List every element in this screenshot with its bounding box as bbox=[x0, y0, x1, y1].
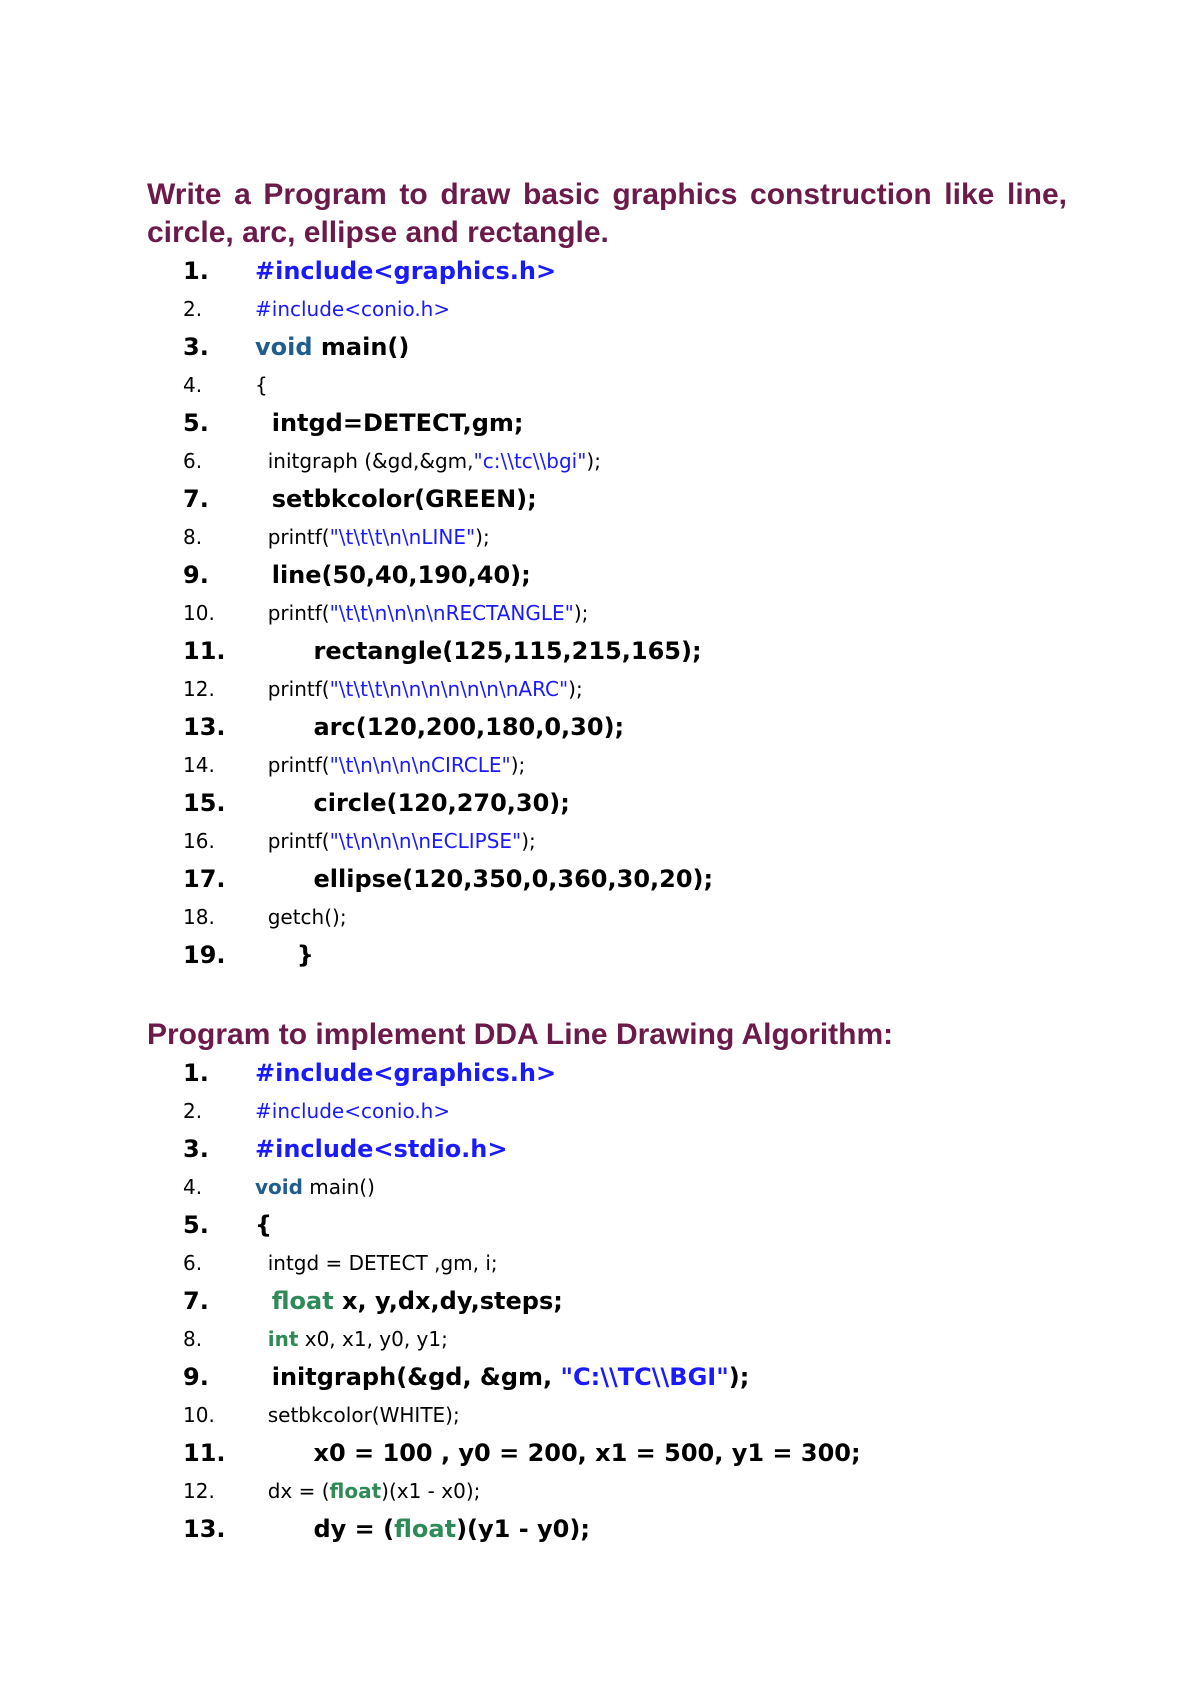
line-number: 13. bbox=[183, 713, 226, 741]
code-token: "c:\\tc\\bgi" bbox=[473, 449, 587, 473]
line-number: 10. bbox=[183, 1403, 215, 1427]
code-line bbox=[147, 632, 1067, 670]
line-number: 14. bbox=[183, 753, 215, 777]
line-number: 6. bbox=[183, 1251, 203, 1275]
code-text bbox=[255, 637, 702, 665]
code-line bbox=[147, 936, 1067, 974]
code-token: rectangle(125,115,215,165); bbox=[255, 637, 702, 665]
line-number: 15. bbox=[183, 789, 226, 817]
code-token: x0, x1, y0, y1; bbox=[298, 1327, 448, 1351]
line-number: 8. bbox=[183, 525, 203, 549]
code-text bbox=[255, 829, 536, 853]
line-number: 4. bbox=[183, 373, 203, 397]
code-line bbox=[147, 290, 1067, 328]
code-token: printf( bbox=[255, 525, 330, 549]
code-token: "\t\n\n\n\nECLIPSE" bbox=[329, 829, 522, 853]
code-token: ); bbox=[586, 449, 601, 473]
line-number: 2. bbox=[183, 297, 203, 321]
line-number: 5. bbox=[183, 1211, 209, 1239]
code-token: float bbox=[329, 1479, 382, 1503]
code-text bbox=[255, 485, 537, 513]
code-token: } bbox=[255, 941, 314, 969]
code-token: setbkcolor(GREEN); bbox=[255, 485, 537, 513]
code-text bbox=[255, 941, 314, 969]
code-token: ); bbox=[521, 829, 536, 853]
code-token: intgd=DETECT,gm; bbox=[255, 409, 524, 437]
code-token: arc(120,200,180,0,30); bbox=[255, 713, 625, 741]
code-token: circle(120,270,30); bbox=[255, 789, 570, 817]
code-line bbox=[147, 404, 1067, 442]
code-text bbox=[255, 1099, 450, 1123]
code-text bbox=[255, 753, 525, 777]
code-token: line(50,40,190,40); bbox=[255, 561, 531, 589]
code-text bbox=[255, 713, 624, 741]
code-token: float bbox=[271, 1287, 334, 1315]
code-token: "C:\\TC\\BGI" bbox=[560, 1363, 729, 1391]
section-2-title: Program to implement DDA Line Drawing Algorithm: bbox=[147, 1018, 894, 1051]
code-listing-2 bbox=[147, 1054, 1067, 1548]
code-text bbox=[255, 1251, 498, 1275]
code-text bbox=[255, 1059, 556, 1087]
code-token: x, y,dx,dy,steps; bbox=[333, 1287, 563, 1315]
code-text bbox=[255, 677, 583, 701]
code-token: ); bbox=[573, 601, 589, 625]
line-number: 19. bbox=[183, 941, 226, 969]
code-token: ellipse(120,350,0,360,30,20); bbox=[255, 865, 714, 893]
code-token: "\t\n\n\n\nCIRCLE" bbox=[329, 753, 511, 777]
code-line bbox=[147, 480, 1067, 518]
code-token: #include<stdio.h> bbox=[255, 1135, 508, 1163]
code-line bbox=[147, 1282, 1067, 1320]
line-number: 13. bbox=[183, 1515, 226, 1543]
code-text bbox=[255, 905, 347, 929]
code-token: ); bbox=[475, 525, 490, 549]
code-token: #include<conio.h> bbox=[255, 1099, 451, 1123]
code-token: )(y1 - y0); bbox=[456, 1515, 590, 1543]
code-token: { bbox=[255, 1211, 273, 1239]
code-text bbox=[255, 1211, 272, 1239]
code-line bbox=[147, 252, 1067, 290]
code-token: printf( bbox=[255, 677, 330, 701]
code-line bbox=[147, 1320, 1067, 1358]
code-line bbox=[147, 1054, 1067, 1092]
code-text bbox=[255, 1363, 749, 1391]
line-number: 12. bbox=[183, 1479, 215, 1503]
line-number: 1. bbox=[183, 257, 209, 285]
code-token bbox=[255, 1287, 272, 1315]
code-token: ); bbox=[728, 1363, 750, 1391]
document-page bbox=[147, 176, 1067, 1548]
code-line bbox=[147, 1130, 1067, 1168]
line-number: 18. bbox=[183, 905, 215, 929]
line-number: 9. bbox=[183, 1363, 209, 1391]
code-line bbox=[147, 518, 1067, 556]
code-text bbox=[255, 1135, 508, 1163]
line-number: 5. bbox=[183, 409, 209, 437]
code-line bbox=[147, 1510, 1067, 1548]
line-number: 7. bbox=[183, 1287, 209, 1315]
code-line bbox=[147, 1092, 1067, 1130]
line-number: 10. bbox=[183, 601, 215, 625]
code-text bbox=[255, 409, 524, 437]
code-line bbox=[147, 822, 1067, 860]
code-line bbox=[147, 860, 1067, 898]
line-number: 7. bbox=[183, 485, 209, 513]
code-token: "\t\t\t\n\nLINE" bbox=[329, 525, 476, 549]
code-token: x0 = 100 , y0 = 200, x1 = 500, y1 = 300; bbox=[255, 1439, 861, 1467]
code-token: setbkcolor(WHITE); bbox=[255, 1403, 460, 1427]
code-text bbox=[255, 1175, 375, 1199]
code-token: dy = ( bbox=[255, 1515, 395, 1543]
code-token: #include<graphics.h> bbox=[255, 257, 557, 285]
code-text bbox=[255, 333, 409, 361]
code-text bbox=[255, 449, 601, 473]
line-number: 2. bbox=[183, 1099, 203, 1123]
code-token: "\t\t\n\n\n\nRECTANGLE" bbox=[329, 601, 574, 625]
code-text bbox=[255, 1327, 448, 1351]
code-token: getch(); bbox=[255, 905, 347, 929]
code-text bbox=[255, 865, 713, 893]
line-number: 12. bbox=[183, 677, 215, 701]
code-token: printf( bbox=[255, 601, 330, 625]
line-number: 3. bbox=[183, 333, 209, 361]
line-number: 3. bbox=[183, 1135, 209, 1163]
line-number: 1. bbox=[183, 1059, 209, 1087]
code-token: void bbox=[255, 1175, 303, 1199]
code-line bbox=[147, 1358, 1067, 1396]
code-line bbox=[147, 708, 1067, 746]
code-line bbox=[147, 784, 1067, 822]
code-text bbox=[255, 1479, 480, 1503]
code-line bbox=[147, 366, 1067, 404]
line-number: 6. bbox=[183, 449, 203, 473]
line-number: 17. bbox=[183, 865, 226, 893]
code-token: main() bbox=[312, 333, 410, 361]
code-text bbox=[255, 1439, 861, 1467]
code-line bbox=[147, 594, 1067, 632]
code-token: int bbox=[267, 1327, 299, 1351]
code-text bbox=[255, 525, 490, 549]
code-text bbox=[255, 1515, 590, 1543]
code-token: dx = ( bbox=[255, 1479, 330, 1503]
code-token: #include<conio.h> bbox=[255, 297, 451, 321]
code-line bbox=[147, 1206, 1067, 1244]
code-line bbox=[147, 1434, 1067, 1472]
code-token: printf( bbox=[255, 829, 330, 853]
code-token: #include<graphics.h> bbox=[255, 1059, 557, 1087]
code-token: ); bbox=[568, 677, 583, 701]
code-line bbox=[147, 898, 1067, 936]
code-token: "\t\t\t\n\n\n\n\n\n\nARC" bbox=[329, 677, 569, 701]
line-number: 11. bbox=[183, 637, 226, 665]
line-number: 11. bbox=[183, 1439, 226, 1467]
code-token: initgraph(&gd, &gm, bbox=[255, 1363, 561, 1391]
code-line bbox=[147, 1168, 1067, 1206]
code-line bbox=[147, 556, 1067, 594]
code-listing-1 bbox=[147, 252, 1067, 974]
code-token: main() bbox=[302, 1175, 375, 1199]
code-text bbox=[255, 373, 268, 397]
code-token: void bbox=[255, 333, 313, 361]
code-line bbox=[147, 1396, 1067, 1434]
line-number: 8. bbox=[183, 1327, 203, 1351]
line-number: 4. bbox=[183, 1175, 203, 1199]
code-text bbox=[255, 257, 556, 285]
code-token bbox=[255, 1327, 268, 1351]
code-token: { bbox=[255, 373, 268, 397]
section-1-title: Write a Program to draw basic graphics construction like line, circle, arc, ellipse and rectangle. bbox=[147, 178, 1067, 249]
code-token: intgd = DETECT ,gm, i; bbox=[255, 1251, 498, 1275]
code-line bbox=[147, 1244, 1067, 1282]
code-token: initgraph (&gd,&gm, bbox=[255, 449, 474, 473]
code-token: float bbox=[394, 1515, 457, 1543]
code-line bbox=[147, 442, 1067, 480]
code-line bbox=[147, 746, 1067, 784]
line-number: 9. bbox=[183, 561, 209, 589]
code-text bbox=[255, 789, 570, 817]
code-token: )(x1 - x0); bbox=[381, 1479, 481, 1503]
code-line bbox=[147, 670, 1067, 708]
code-text bbox=[255, 1287, 563, 1315]
code-token: ); bbox=[510, 753, 526, 777]
code-text bbox=[255, 601, 588, 625]
code-text bbox=[255, 1403, 460, 1427]
code-line bbox=[147, 1472, 1067, 1510]
code-text bbox=[255, 561, 531, 589]
line-number: 16. bbox=[183, 829, 215, 853]
code-token: printf( bbox=[255, 753, 330, 777]
code-line bbox=[147, 328, 1067, 366]
code-text bbox=[255, 297, 450, 321]
